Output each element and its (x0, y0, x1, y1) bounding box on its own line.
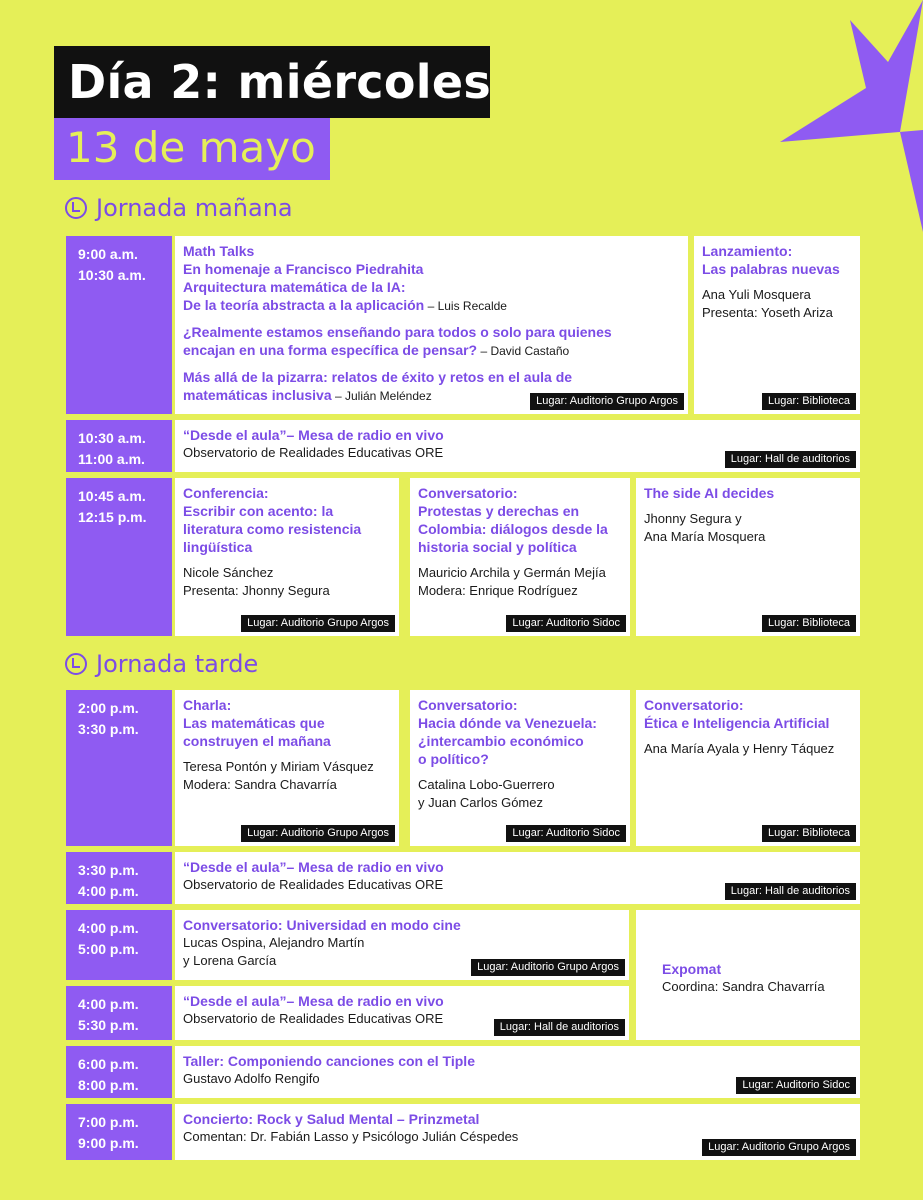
event-moderator: Modera: Enrique Rodríguez (418, 583, 578, 598)
event-label: Lanzamiento: (702, 243, 793, 259)
event-tiple-workshop (175, 1046, 860, 1098)
venue-badge: Lugar: Auditorio Grupo Argos (241, 825, 395, 842)
event-book-launch (694, 236, 860, 414)
event-title-a: Protestas y derechas en (418, 503, 580, 519)
event-people: Gustavo Adolfo Rengifo (183, 1071, 320, 1086)
venue-badge: Lugar: Hall de auditorios (725, 883, 856, 900)
event-title: The side AI decides (644, 485, 775, 501)
event-title: Conversatorio: Universidad en modo cine (183, 917, 461, 933)
time-start: 7:00 p.m. (78, 1114, 139, 1130)
event-title-c: historia social y política (418, 539, 577, 555)
time-end: 3:30 p.m. (78, 721, 139, 737)
venue-badge: Lugar: Auditorio Sidoc (736, 1077, 856, 1094)
event-radio-afternoon (175, 852, 860, 904)
time-slot-330pm (66, 852, 172, 904)
talk2-title-b: encajan en una forma específica de pensar? (183, 342, 478, 358)
event-label: Charla: (183, 697, 232, 713)
time-slot-4pm-radio (66, 986, 172, 1040)
event-cinema-talk (175, 910, 629, 980)
event-title: Ética e Inteligencia Artificial (644, 715, 830, 731)
event-title: “Desde el aula”– Mesa de radio en vivo (183, 993, 444, 1009)
event-rock-concert (175, 1104, 860, 1160)
event-radio-evening (175, 986, 629, 1040)
section-afternoon (64, 646, 258, 682)
section-morning (64, 190, 293, 226)
time-slot-1030am (66, 420, 172, 472)
venue-badge: Lugar: Auditorio Sidoc (506, 615, 626, 632)
time-slot-1045am (66, 478, 172, 636)
event-person: Jhonny Segura y (644, 511, 742, 526)
time-start: 9:00 a.m. (78, 246, 138, 262)
event-people: Observatorio de Realidades Educativas ORE (183, 445, 444, 460)
event-tribute: En homenaje a Francisco Piedrahita (183, 261, 424, 277)
event-title-b: construyen el mañana (183, 733, 331, 749)
venue-badge: Lugar: Auditorio Grupo Argos (241, 615, 395, 632)
event-people: Ana María Ayala y Henry Táquez (644, 741, 835, 756)
event-protest-talk (410, 478, 630, 636)
venue-badge: Lugar: Hall de auditorios (494, 1019, 625, 1036)
clock-icon (64, 196, 88, 220)
event-title-b: ¿intercambio económico (418, 733, 584, 749)
time-slot-4pm (66, 910, 172, 980)
event-people: Mauricio Archila y Germán Mejía (418, 565, 606, 580)
event-side-ai (636, 478, 860, 636)
event-person: Catalina Lobo-Guerrero (418, 777, 555, 792)
event-people: Teresa Pontón y Miriam Vásquez (183, 759, 374, 774)
event-label: Conversatorio: (418, 485, 518, 501)
page-title-day: Día 2: miércoles (54, 46, 490, 118)
time-start: 4:00 p.m. (78, 996, 139, 1012)
event-coordinator: Coordina: Sandra Chavarría (662, 979, 825, 994)
event-charla (175, 690, 399, 846)
event-title: Concierto: Rock y Salud Mental – Prinzmetal (183, 1111, 480, 1127)
event-title: “Desde el aula”– Mesa de radio en vivo (183, 427, 444, 443)
event-title-c: o político? (418, 751, 489, 767)
time-end: 5:00 p.m. (78, 941, 139, 957)
time-slot-6pm (66, 1046, 172, 1098)
event-title-b: literatura como resistencia (183, 521, 362, 537)
time-end: 9:00 p.m. (78, 1135, 139, 1151)
event-title-c: lingüística (183, 539, 253, 555)
talk3-speaker: – Julián Meléndez (331, 389, 432, 403)
venue-badge: Lugar: Biblioteca (762, 393, 856, 410)
time-slot-9am (66, 236, 172, 414)
event-label: Conversatorio: (644, 697, 744, 713)
event-people: Observatorio de Realidades Educativas ORE (183, 877, 444, 892)
venue-badge: Lugar: Biblioteca (762, 825, 856, 842)
venue-badge: Lugar: Hall de auditorios (725, 451, 856, 468)
event-title-a: Hacia dónde va Venezuela: (418, 715, 597, 731)
time-slot-2pm (66, 690, 172, 846)
clock-icon (64, 652, 88, 676)
event-presenter: Presenta: Yoseth Ariza (702, 305, 833, 320)
venue-badge: Lugar: Auditorio Grupo Argos (471, 959, 625, 976)
time-start: 10:45 a.m. (78, 488, 146, 504)
time-slot-7pm (66, 1104, 172, 1160)
time-start: 4:00 p.m. (78, 920, 139, 936)
venue-badge: Lugar: Auditorio Grupo Argos (530, 393, 684, 410)
talk1-speaker: – Luis Recalde (424, 299, 507, 313)
event-person: Ana María Mosquera (644, 529, 766, 544)
event-label: Conferencia: (183, 485, 269, 501)
talk2-title-a: ¿Realmente estamos enseñando para todos o solo para quienes (183, 324, 612, 340)
venue-badge: Lugar: Biblioteca (762, 615, 856, 632)
event-people: Observatorio de Realidades Educativas ORE (183, 1011, 444, 1026)
event-author: Ana Yuli Mosquera (702, 287, 811, 302)
event-moderator: Modera: Sandra Chavarría (183, 777, 337, 792)
time-end: 5:30 p.m. (78, 1017, 139, 1033)
section-morning-title: Jornada mañana (96, 194, 293, 222)
event-title: Las palabras nuevas (702, 261, 840, 277)
event-math-talks (175, 236, 688, 414)
event-title: Expomat (662, 961, 722, 977)
time-start: 6:00 p.m. (78, 1056, 139, 1072)
event-ethics-ai (636, 690, 860, 846)
venue-badge: Lugar: Auditorio Grupo Argos (702, 1139, 856, 1156)
event-title-a: Escribir con acento: la (183, 503, 334, 519)
talk2-speaker: – David Castaño (477, 344, 570, 358)
event-title-b: Colombia: diálogos desde la (418, 521, 608, 537)
event-people: Lucas Ospina, Alejandro Martín (183, 935, 365, 950)
time-end: 11:00 a.m. (78, 451, 145, 467)
event-radio-morning (175, 420, 860, 472)
event-series: Math Talks (183, 243, 255, 259)
event-expomat (636, 910, 860, 1040)
event-person: Nicole Sánchez (183, 565, 274, 580)
page-title-date: 13 de mayo (54, 118, 330, 180)
time-end: 10:30 a.m. (78, 267, 146, 283)
time-end: 12:15 p.m. (78, 509, 147, 525)
event-title: “Desde el aula”– Mesa de radio en vivo (183, 859, 444, 875)
time-end: 4:00 p.m. (78, 883, 139, 899)
talk3-title-a: Más allá de la pizarra: relatos de éxito y retos en el aula de (183, 369, 573, 385)
star-icon (780, 0, 923, 232)
talk1-title-a: Arquitectura matemática de la IA: (183, 279, 406, 295)
talk1-title-b: De la teoría abstracta a la aplicación (183, 297, 425, 313)
event-title: Taller: Componiendo canciones con el Tiple (183, 1053, 475, 1069)
event-presenter: Presenta: Jhonny Segura (183, 583, 330, 598)
event-title-a: Las matemáticas que (183, 715, 325, 731)
venue-badge: Lugar: Auditorio Sidoc (506, 825, 626, 842)
event-people: y Lorena García (183, 953, 277, 968)
event-venezuela-talk (410, 690, 630, 846)
event-person: y Juan Carlos Gómez (418, 795, 543, 810)
event-people: Comentan: Dr. Fabián Lasso y Psicólogo Julián Céspedes (183, 1129, 519, 1144)
event-label: Conversatorio: (418, 697, 518, 713)
section-afternoon-title: Jornada tarde (96, 650, 259, 678)
time-end: 8:00 p.m. (78, 1077, 139, 1093)
time-start: 10:30 a.m. (78, 430, 146, 446)
time-start: 2:00 p.m. (78, 700, 139, 716)
event-conference (175, 478, 399, 636)
talk3-title-b: matemáticas inclusiva (183, 387, 332, 403)
time-start: 3:30 p.m. (78, 862, 139, 878)
